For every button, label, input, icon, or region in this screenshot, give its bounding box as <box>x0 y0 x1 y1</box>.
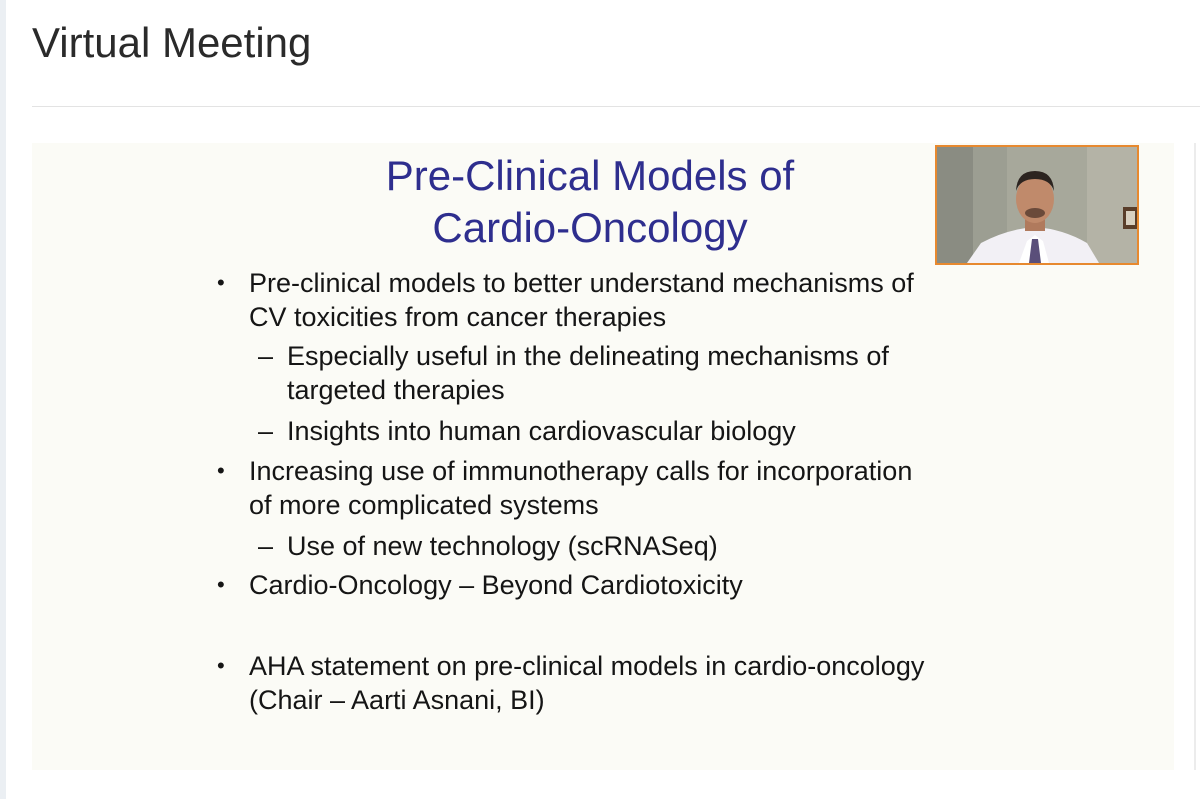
right-panel-edge <box>1194 143 1196 770</box>
sub-bullet-marker: – <box>258 416 274 446</box>
header-divider <box>32 106 1200 107</box>
webcam-feed-icon <box>937 147 1137 263</box>
bullet-2-line-1: Increasing use of immunotherapy calls for incorporation <box>249 456 913 486</box>
bullet-1-sub-1-line-2: targeted therapies <box>287 375 505 405</box>
bullet-1-sub-2: Insights into human cardiovascular biology <box>287 416 796 446</box>
bullet-marker: • <box>217 572 225 597</box>
bullet-4-line-1: AHA statement on pre-clinical models in cardio-oncology <box>249 651 925 681</box>
slide-title <box>360 150 820 254</box>
bullet-marker: • <box>217 653 225 678</box>
bullet-marker: • <box>217 458 225 483</box>
bullet-2-line-2: of more complicated systems <box>249 490 599 520</box>
bullet-marker: • <box>217 270 225 295</box>
app-title: Virtual Meeting <box>32 19 312 66</box>
bullet-3: Cardio-Oncology – Beyond Cardiotoxicity <box>249 570 743 600</box>
bullet-1-line-1: Pre-clinical models to better understand mechanisms of <box>249 268 914 298</box>
slide-title-line-2: Cardio-Oncology <box>432 204 748 251</box>
sub-bullet-marker: – <box>258 341 274 371</box>
window-left-edge <box>0 0 6 799</box>
bullet-4-line-2: (Chair – Aarti Asnani, BI) <box>249 685 545 715</box>
bullet-1-sub-1-line-1: Especially useful in the delineating mechanisms of <box>287 341 889 371</box>
slide-title-line-1: Pre-Clinical Models of <box>385 152 795 199</box>
bullet-2-sub-1: Use of new technology (scRNASeq) <box>287 531 718 561</box>
presenter-video-thumbnail[interactable] <box>935 145 1139 265</box>
sub-bullet-marker: – <box>258 531 274 561</box>
bullet-1-line-2: CV toxicities from cancer therapies <box>249 302 667 332</box>
